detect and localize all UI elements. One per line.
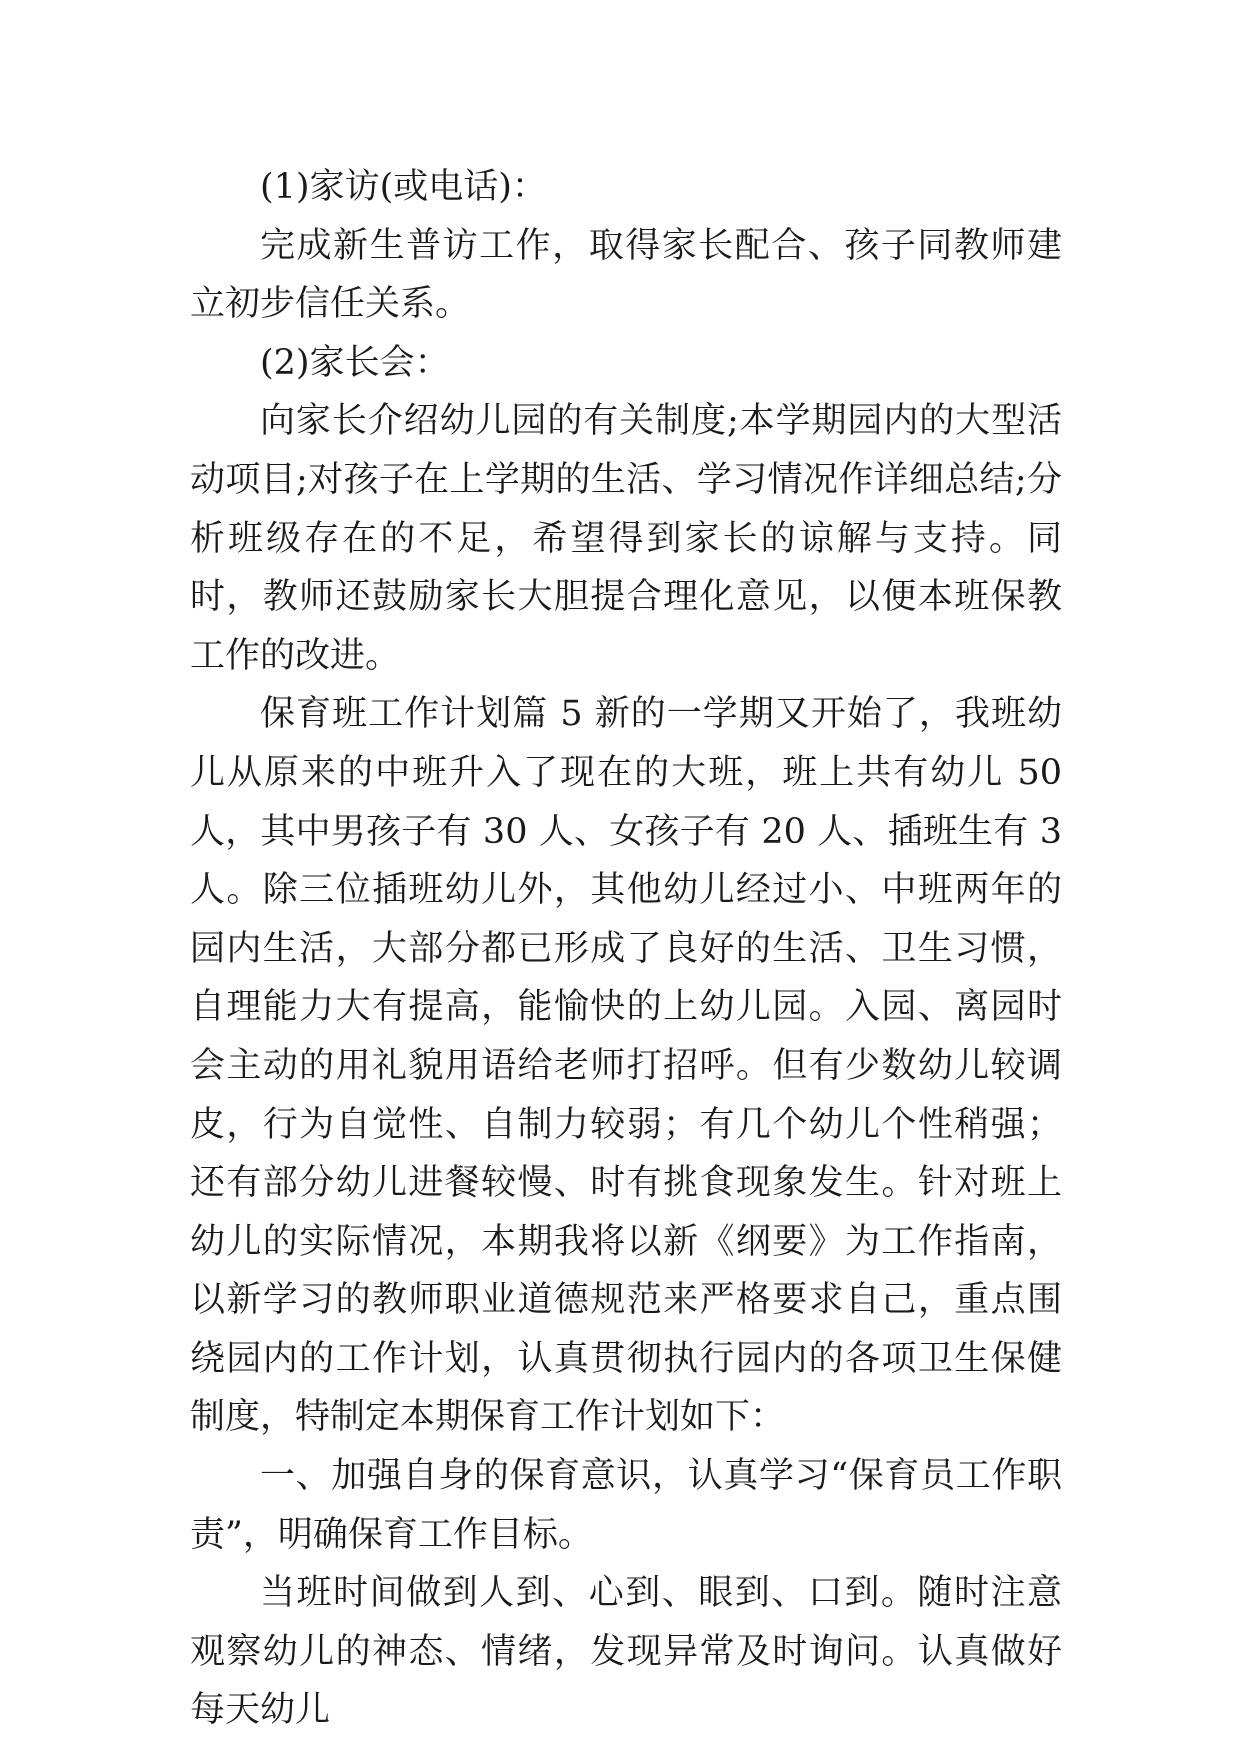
paragraph-home-visit-heading: (1)家访(或电话)： [260, 167, 547, 207]
paragraph-parent-meeting-heading: (2)家长会： [260, 342, 450, 383]
paragraph-section-one-heading: 一、加强自身的保育意识，认真学习“保育员工作职责”，明确保育工作目标。 [190, 1456, 1062, 1555]
paragraph-plan-5-intro: 保育班工作计划篇 5 新的一学期又开始了，我班幼儿从原来的中班升入了现在的大班，班上共有幼儿 50 人，其中男孩子有 30 人、女孩子有 20 人、插班生有 3 人。除三位插班幼儿外，其他幼儿经过小、中班两年的园内生活，大部分都已形成了良好的生活、卫生习惯，自理能力大有提高，能愉快的上幼儿园。入园、离园时会主动的用礼貌用语给老师打招呼。但有少数幼儿较调皮，行为自觉性、自制力较弱；有几个幼儿个性稍强；还有部分幼儿进餐较慢、时有挑食现象发生。针对班上幼儿的实际情况，本期我将以新《纲要》为工作指南，以新学习的教师职业道德规范来严格要求自己，重点围绕园内的工作计划，认真贯彻执行园内的各项卫生保健制度，特制定本期保育工作计划如下： [190, 694, 1062, 1438]
paragraph-parent-meeting-body: 向家长介绍幼儿园的有关制度;本学期园内的大型活动项目;对孩子在上学期的生活、学习情况作详细总结;分析班级存在的不足，希望得到家长的谅解与支持。同时，教师还鼓励家长大胆提合理化意见，以便本班保教工作的改进。 [190, 401, 1062, 676]
paragraph-section-one-body: 当班时间做到人到、心到、眼到、口到。随时注意观察幼儿的神态、情绪，发现异常及时询问。认真做好每天幼儿 [190, 1573, 1062, 1731]
paragraph-home-visit-body: 完成新生普访工作，取得家长配合、孩子同教师建立初步信任关系。 [190, 225, 1062, 325]
document-body [190, 158, 1062, 1740]
